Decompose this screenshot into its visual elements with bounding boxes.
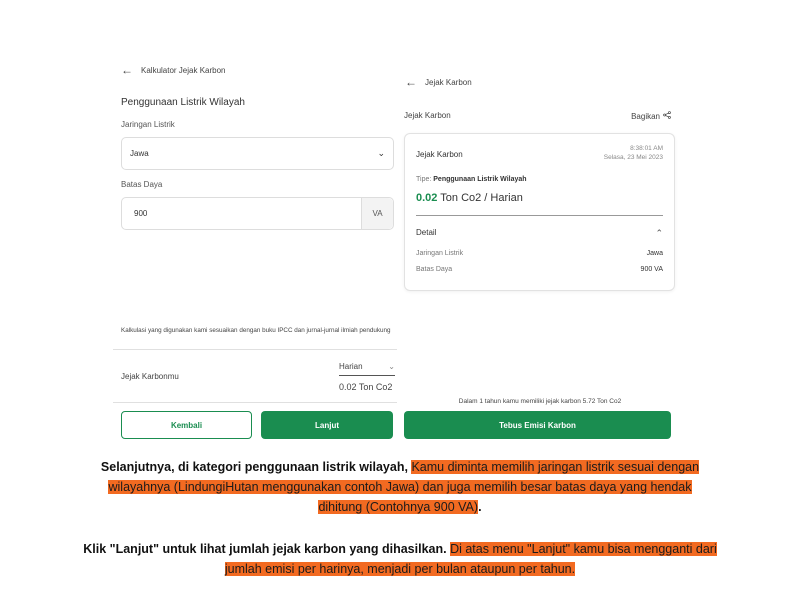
chevron-down-icon: ⌄ <box>377 148 385 158</box>
detail-row-grid <box>416 250 663 257</box>
yearly-note: Dalam 1 tahun kamu memiliki jejak karbon 5.72 Ton Co2 <box>458 398 622 405</box>
caption1-highlight-2: wilayahnya (LindungiHutan menggunakan contoh Jawa) dan juga memilih besar batas daya yang hendak <box>108 480 692 494</box>
chevron-down-icon: ⌄ <box>388 362 395 371</box>
card-result-unit: Ton Co2 / Harian <box>440 192 523 204</box>
caption2-line2 <box>0 560 800 578</box>
power-label: Batas Daya <box>121 180 163 189</box>
detail-row-value: 900 VA <box>640 266 663 273</box>
note-divider <box>113 349 401 350</box>
period-select-value: Harian <box>339 362 363 371</box>
detail-row-label: Batas Daya <box>416 266 453 273</box>
card-type-value: Penggunaan Listrik Wilayah <box>433 176 527 183</box>
caption2-plain: Klik "Lanjut" untuk lihat jumlah jejak karbon yang dihasilkan. <box>83 542 447 556</box>
power-input-value: 900 <box>134 209 148 218</box>
footprint-label: Jejak Karbonmu <box>121 372 179 381</box>
caption1-highlight-1: Kamu diminta memilih jaringan listrik sesuai dengan <box>411 460 700 474</box>
card-type-label: Tipe: <box>416 176 432 183</box>
next-button[interactable]: Lanjut <box>261 411 393 439</box>
caption1-line3 <box>0 498 800 516</box>
detail-label: Detail <box>416 228 437 237</box>
calculator-screen <box>113 52 401 442</box>
share-icon <box>663 111 671 121</box>
grid-label: Jaringan Listrik <box>121 120 175 129</box>
result-header-title: Jejak Karbon <box>425 77 472 87</box>
redeem-emission-button[interactable]: Tebus Emisi Karbon <box>404 411 671 439</box>
calculator-header-title: Kalkulator Jejak Karbon <box>141 65 226 75</box>
back-arrow-icon[interactable]: ← <box>121 63 133 77</box>
card-result-number: 0.02 <box>416 192 438 204</box>
section-title: Penggunaan Listrik Wilayah <box>121 97 245 108</box>
card-result <box>416 192 523 204</box>
detail-row-value: Jawa <box>646 250 663 257</box>
caption1-line2 <box>0 478 800 496</box>
power-input[interactable] <box>121 197 394 230</box>
grid-select[interactable] <box>121 137 394 170</box>
detail-toggle[interactable] <box>416 228 663 239</box>
caption1-line1 <box>0 458 800 476</box>
result-title: Jejak Karbon <box>404 111 451 120</box>
card-title: Jejak Karbon <box>416 150 463 159</box>
card-time: 8:38:01 AM <box>630 145 663 152</box>
caption1-end: . <box>478 500 482 514</box>
footer-divider <box>113 402 401 403</box>
card-timestamp <box>604 144 663 162</box>
period-underline <box>339 375 395 376</box>
caption1-highlight-3: dihitung (Contohnya 900 VA) <box>318 500 479 514</box>
caption1-plain: Selanjutnya, di kategori penggunaan listrik wilayah, <box>100 460 408 474</box>
caption2-highlight-2: jumlah emisi per harinya, menjadi per bulan ataupun per tahun. <box>224 562 576 576</box>
card-divider <box>416 215 663 216</box>
grid-select-value: Jawa <box>130 149 149 158</box>
back-arrow-icon[interactable]: ← <box>405 75 417 89</box>
calculation-note: Kalkulasi yang digunakan kami sesuaikan dengan buku IPCC dan jurnal-jurnal ilmiah pendukung <box>121 327 391 334</box>
calculator-appbar <box>121 64 226 76</box>
caption2-line1 <box>0 540 800 558</box>
result-screen <box>397 66 683 442</box>
detail-row-power <box>416 266 663 273</box>
share-button[interactable] <box>631 111 671 121</box>
back-button[interactable]: Kembali <box>121 411 252 439</box>
card-date: Selasa, 23 Mei 2023 <box>603 154 663 162</box>
caption2-highlight-1: Di atas menu "Lanjut" kamu bisa mengganti dari <box>450 542 717 556</box>
result-card <box>404 133 675 291</box>
result-appbar <box>405 76 472 88</box>
card-type <box>416 176 527 183</box>
footprint-value: 0.02 Ton Co2 <box>339 382 393 392</box>
chevron-up-icon: ⌃ <box>655 228 663 238</box>
period-select[interactable] <box>339 362 395 371</box>
detail-row-label: Jaringan Listrik <box>416 250 464 257</box>
power-unit: VA <box>361 198 393 229</box>
share-label: Bagikan <box>631 111 660 121</box>
